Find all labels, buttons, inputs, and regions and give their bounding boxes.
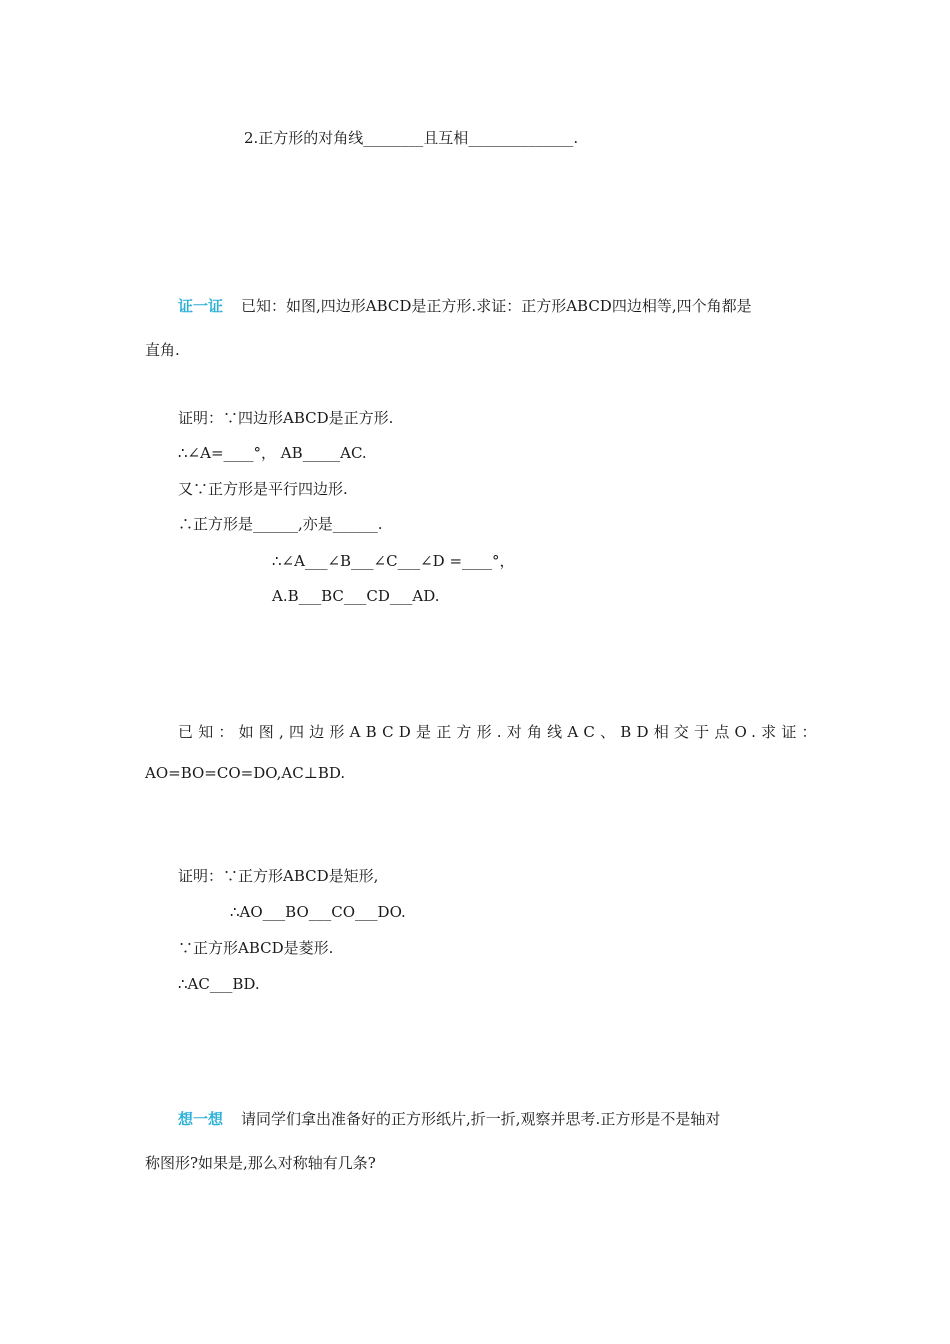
proof2-given-line2: AO=BO=CO=DO,AC⊥BD.: [145, 764, 346, 782]
proof2-step-2: ∴AO___BO___CO___DO.: [230, 903, 406, 921]
proof1-step-1: 证明：∵四边形ABCD是正方形.: [178, 409, 394, 427]
proof1-step-2: ∴∠A=____°， AB_____AC.: [178, 444, 367, 462]
proof2-step-1: 证明：∵正方形ABCD是矩形,: [178, 867, 379, 885]
proof1-step-5: ∴∠A___∠B___∠C___∠D =____°，: [272, 552, 515, 570]
proof2-step-3: ∵正方形ABCD是菱形.: [178, 939, 334, 957]
think-line1: [178, 1109, 720, 1129]
proof1-given-text: 已知：如图,四边形ABCD是正方形.求证：正方形ABCD四边相等,四个角都是: [241, 297, 752, 315]
proof2-step-4: ∴AC___BD.: [178, 975, 260, 993]
proof1-step-3: 又∵正方形是平行四边形.: [178, 480, 348, 498]
proof1-step-4: ∴正方形是______,亦是______.: [178, 515, 383, 533]
think-line2: 称图形?如果是,那么对称轴有几条?: [145, 1154, 376, 1172]
item-2: 2.正方形的对角线________且互相______________.: [244, 129, 579, 147]
proof1-given-line1: [178, 296, 752, 316]
proof1-step-6: A.B___BC___CD___AD.: [272, 587, 440, 605]
section-label-prove: 证一证: [178, 297, 224, 315]
proof1-given-line2: 直角.: [145, 341, 180, 359]
section-label-think: 想一想: [178, 1110, 224, 1128]
think-text: 请同学们拿出准备好的正方形纸片,折一折,观察并思考.正方形是不是轴对: [241, 1110, 721, 1128]
proof2-given-line1: 已知：如图,四边形ABCD是正方形.对角线AC、BD相交于点O.求证：: [178, 723, 822, 741]
